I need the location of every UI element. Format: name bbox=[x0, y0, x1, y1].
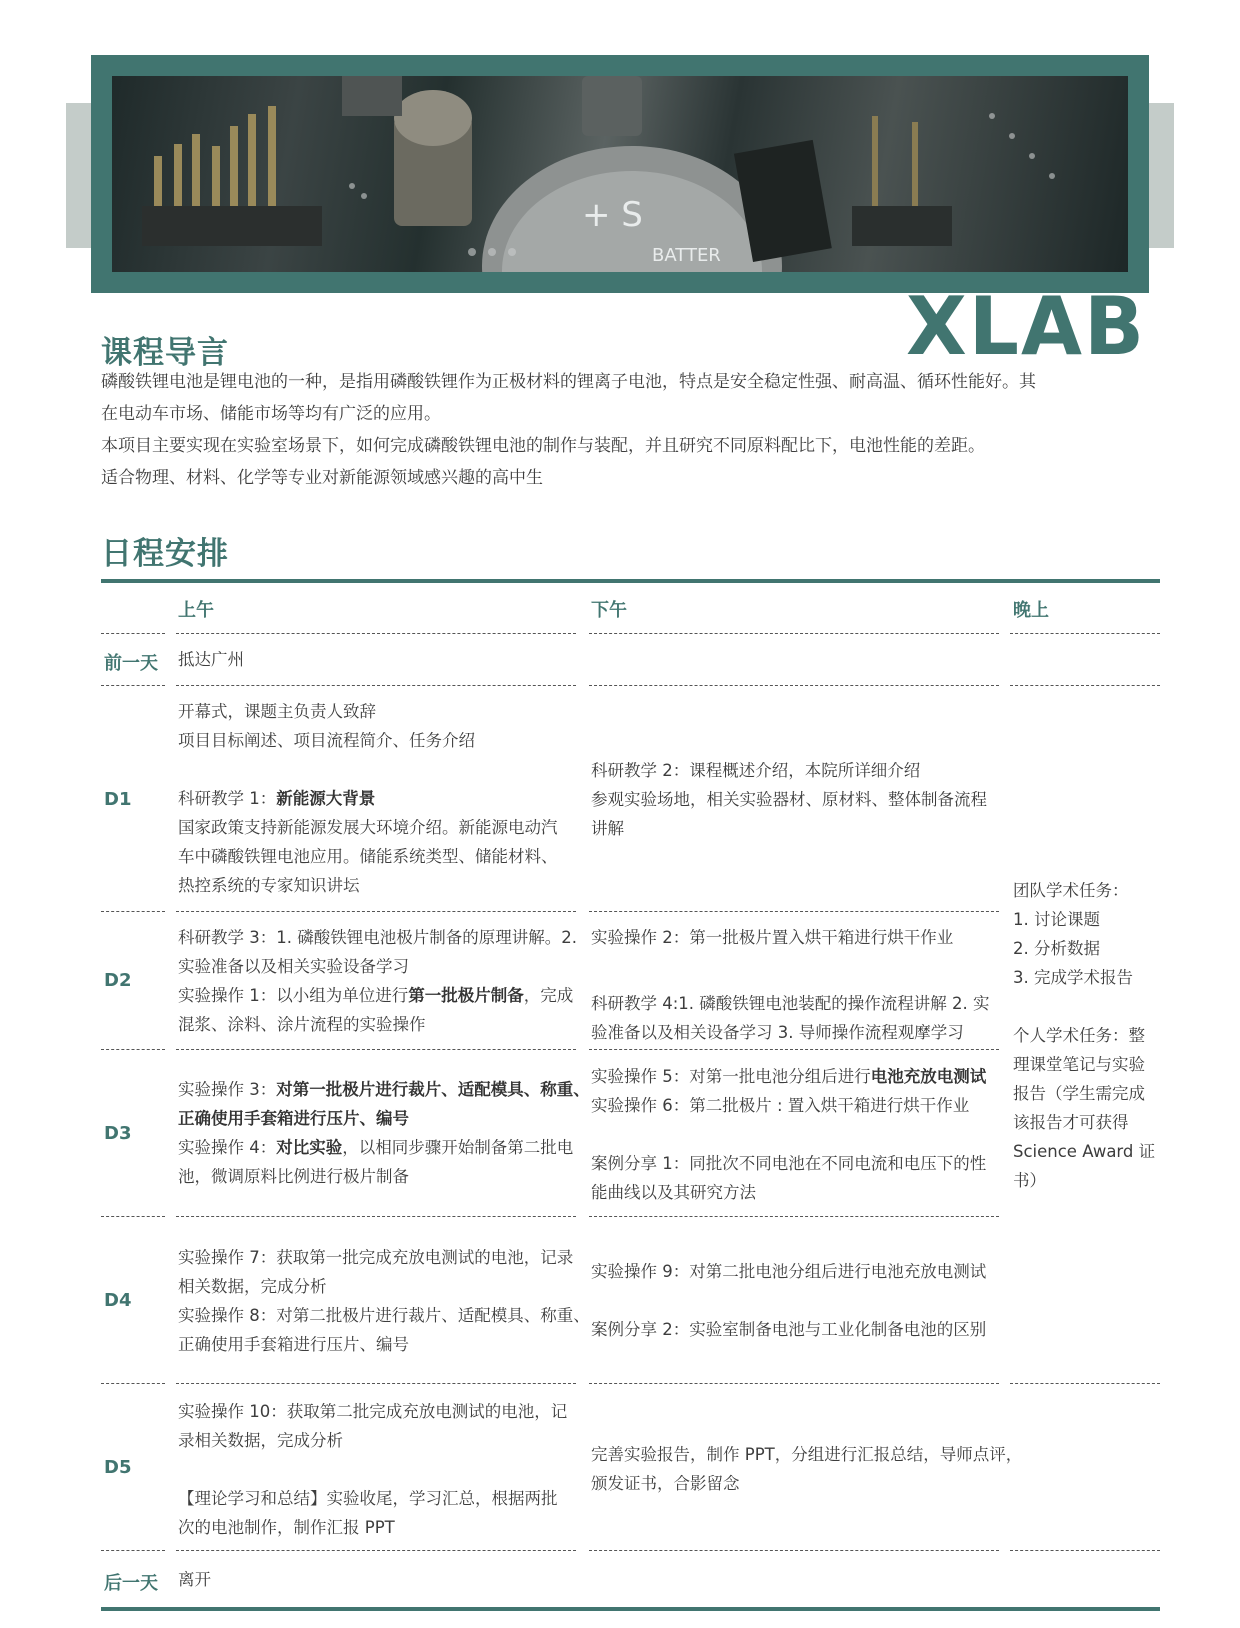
day-label-d2: D2 bbox=[104, 970, 132, 991]
cell-text-bold: 新能源大背景 bbox=[276, 789, 376, 808]
cell-text: 讲解 bbox=[591, 819, 624, 838]
cell-text: 该报告才可获得 bbox=[1013, 1113, 1129, 1132]
cell-text: 理课堂笔记与实验 bbox=[1013, 1055, 1145, 1074]
cell-text: 团队学术任务： bbox=[1013, 881, 1129, 900]
cell-text: 完善实验报告，制作 PPT，分组进行汇报总结，导师点评， bbox=[591, 1445, 1023, 1464]
cell-text-span: 实验操作 3： bbox=[178, 1080, 277, 1099]
d4-morning-cell bbox=[178, 1243, 590, 1359]
d1-afternoon-cell bbox=[591, 756, 987, 843]
cell-text: 科研教学 3：1. 磷酸铁锂电池极片制备的原理讲解。2. bbox=[178, 928, 577, 947]
cell-text: 1. 讨论课题 bbox=[1013, 910, 1100, 929]
column-header-morning: 上午 bbox=[178, 600, 214, 621]
cell-text: 书） bbox=[1013, 1171, 1046, 1190]
cell-text: 科研教学 2：课程概述介绍，本院所详细介绍 bbox=[591, 761, 921, 780]
cell-text-span: 实验操作 5：对第一批电池分组后进行 bbox=[591, 1067, 871, 1086]
cell-text: Science Award 证 bbox=[1013, 1142, 1156, 1161]
cell-text bbox=[178, 1075, 590, 1104]
cell-text-span: 实验操作 4： bbox=[178, 1138, 277, 1157]
cell-text bbox=[178, 1133, 590, 1162]
cell-text: 热控系统的专家知识讲坛 bbox=[178, 876, 360, 895]
cell-text bbox=[178, 784, 558, 813]
svg-text:XLAB: XLAB bbox=[906, 288, 1146, 356]
cell-text: 科研教学 4:1. 磷酸铁锂电池装配的操作流程讲解 2. 实 bbox=[591, 994, 990, 1013]
cell-text-span: ，完成 bbox=[523, 986, 574, 1005]
cell-text-span: 科研教学 1： bbox=[178, 789, 277, 808]
column-header-afternoon: 下午 bbox=[591, 600, 627, 621]
d4-afternoon-cell bbox=[591, 1257, 986, 1344]
cell-text bbox=[591, 1062, 986, 1091]
schedule-bottom-rule bbox=[101, 1607, 1160, 1611]
cell-text: 车中磷酸铁锂电池应用。储能系统类型、储能材料、 bbox=[178, 847, 558, 866]
cell-text: 实验操作 6：第二批极片 : 置入烘干箱进行烘干作业 bbox=[591, 1096, 970, 1115]
day-label-pre: 前一天 bbox=[104, 653, 158, 674]
cell-text: 个人学术任务：整 bbox=[1013, 1026, 1145, 1045]
cell-text-bold: 正确使用手套箱进行压片、编号 bbox=[178, 1109, 409, 1128]
banner-photo-circuit-board bbox=[112, 76, 1128, 272]
cell-text: 实验准备以及相关实验设备学习 bbox=[178, 957, 409, 976]
cell-text-bold: 对比实验 bbox=[276, 1138, 343, 1157]
cell-text: 开幕式，课题主负责人致辞 bbox=[178, 702, 376, 721]
d5-morning-cell bbox=[178, 1397, 567, 1542]
day-label-d4: D4 bbox=[104, 1290, 132, 1311]
day-label-post: 后一天 bbox=[104, 1573, 158, 1594]
cell-text: 报告（学生需完成 bbox=[1013, 1084, 1145, 1103]
intro-line: 适合物理、材料、化学等专业对新能源领域感兴趣的高中生 bbox=[101, 468, 543, 488]
cell-text: 【理论学习和总结】实验收尾，学习汇总，根据两批 bbox=[178, 1489, 558, 1508]
intro-line: 在电动车市场、储能市场等均有广泛的应用。 bbox=[101, 404, 441, 424]
cell-text: 参观实验场地，相关实验器材、原材料、整体制备流程 bbox=[591, 790, 987, 809]
cell-text: 2. 分析数据 bbox=[1013, 939, 1100, 958]
d2-morning-cell bbox=[178, 923, 577, 1039]
cell-text-span: 实验操作 1：以小组为单位进行 bbox=[178, 986, 409, 1005]
svg-text:BATTER: BATTER bbox=[652, 245, 721, 266]
cell-text: 案例分享 2：实验室制备电池与工业化制备电池的区别 bbox=[591, 1320, 987, 1339]
d2-afternoon-cell bbox=[591, 923, 990, 1047]
cell-text: 实验操作 7：获取第一批完成充放电测试的电池，记录 bbox=[178, 1248, 574, 1267]
post-morning-cell bbox=[178, 1565, 211, 1594]
cell-text: 国家政策支持新能源发展大环境介绍。新能源电动汽 bbox=[178, 818, 558, 837]
day-label-d1: D1 bbox=[104, 789, 132, 810]
intro-line: 磷酸铁锂电池是锂电池的一种，是指用磷酸铁锂作为正极材料的锂离子电池，特点是安全稳定性强、耐高温、循环性能好。其 bbox=[101, 372, 1036, 392]
cell-text: 项目目标阐述、项目流程简介、任务介绍 bbox=[178, 731, 475, 750]
cell-text: 实验操作 10：获取第二批完成充放电测试的电池，记 bbox=[178, 1402, 568, 1421]
cell-text: 实验操作 9：对第二批电池分组后进行电池充放电测试 bbox=[591, 1262, 987, 1281]
cell-text bbox=[178, 1104, 590, 1133]
cell-text: 池，微调原料比例进行极片制备 bbox=[178, 1167, 409, 1186]
intro-line: 本项目主要实现在实验室场景下，如何完成磷酸铁锂电池的制作与装配，并且研究不同原料配比下，电池性能的差距。 bbox=[101, 436, 985, 456]
cell-text: 能曲线以及其研究方法 bbox=[591, 1183, 756, 1202]
course-intro-heading: 课程导言 bbox=[101, 335, 229, 371]
cell-text: 次的电池制作，制作汇报 PPT bbox=[178, 1518, 395, 1537]
cell-text: 3. 完成学术报告 bbox=[1013, 968, 1133, 987]
schedule-heading: 日程安排 bbox=[101, 536, 229, 572]
cell-text: 抵达广州 bbox=[178, 650, 244, 669]
cell-text-bold: 电池充放电测试 bbox=[870, 1067, 987, 1086]
d5-afternoon-cell bbox=[591, 1440, 1022, 1498]
d3-afternoon-cell bbox=[591, 1062, 986, 1207]
cell-text: 实验操作 8：对第二批极片进行裁片、适配模具、称重、 bbox=[178, 1306, 590, 1325]
cell-text: 录相关数据，完成分析 bbox=[178, 1431, 343, 1450]
xlab-logo bbox=[906, 288, 1146, 356]
cell-text-bold: 第一批极片制备 bbox=[408, 986, 524, 1005]
cell-text-bold: 对第一批极片进行裁片、适配模具、称重、 bbox=[276, 1080, 590, 1099]
day-label-d5: D5 bbox=[104, 1457, 132, 1478]
cell-text: 实验操作 2：第一批极片置入烘干箱进行烘干作业 bbox=[591, 928, 954, 947]
cell-text-span: ，以相同步骤开始制备第二批电 bbox=[342, 1138, 574, 1157]
cell-text: 验准备以及相关设备学习 3. 导师操作流程观摩学习 bbox=[591, 1023, 964, 1042]
cell-text: 相关数据，完成分析 bbox=[178, 1277, 327, 1296]
d3-morning-cell bbox=[178, 1075, 590, 1191]
cell-text: 正确使用手套箱进行压片、编号 bbox=[178, 1335, 409, 1354]
column-header-evening: 晚上 bbox=[1013, 600, 1049, 621]
cell-text bbox=[178, 981, 577, 1010]
battery-print: + S bbox=[582, 195, 643, 235]
cell-text: 离开 bbox=[178, 1570, 211, 1589]
intro-paragraph-1 bbox=[101, 366, 1131, 494]
schedule-top-rule bbox=[101, 579, 1160, 583]
cell-text: 案例分享 1：同批次不同电池在不同电流和电压下的性 bbox=[591, 1154, 987, 1173]
evening-team-task bbox=[1013, 876, 1133, 992]
cell-text: 颁发证书，合影留念 bbox=[591, 1474, 740, 1493]
d1-morning-cell bbox=[178, 697, 558, 900]
day-label-d3: D3 bbox=[104, 1123, 132, 1144]
cell-text: 混浆、涂料、涂片流程的实验操作 bbox=[178, 1015, 426, 1034]
evening-personal-task bbox=[1013, 1021, 1155, 1195]
pre-morning-cell bbox=[178, 645, 244, 674]
